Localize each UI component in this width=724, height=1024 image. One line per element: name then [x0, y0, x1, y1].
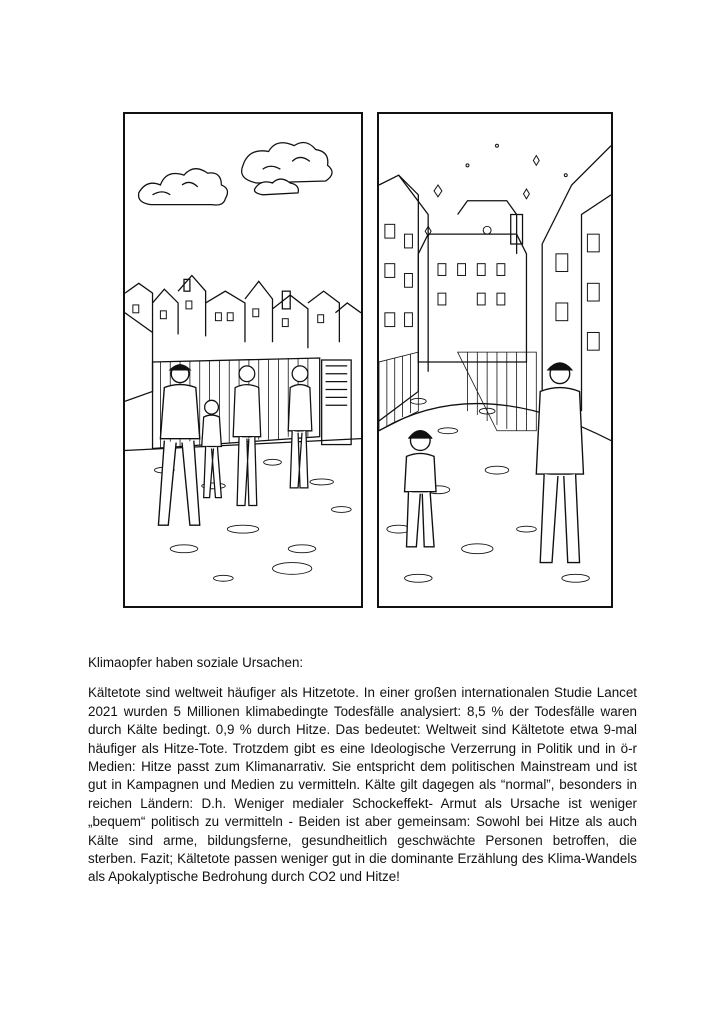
article-body: Kältetote sind weltweit häufiger als Hitzetote. In einer großen internationalen Studie Lancet 2021 wurden 5 Millionen klimabedingte Todesfälle analysiert: 8,5 % der Todesfälle waren durch Kälte bedingt. 0,9 % durch Hitze. Das bedeutet: Weltweit sind Kältetote etwa 9-mal häufiger als Hitze-Tote. Trotzdem gibt es eine Ideologische Verzerrung in Politik und in ö-r Medien: Hitze passt zum Klimanarrativ. Sie entspricht dem politischen Mainstream und ist gut in Kampagnen und Medien zu vermitteln. Kälte gilt dagegen als “normal”, besonders in reichen Ländern: D.h. Weniger medialer Schockeffekt- Armut als Ursache ist weniger „bequem“ politisch zu vermitteln - Beiden ist aber gemeinsam: Sowohl bei Hitze als auch Kälte sind arme, bildungsferne, gesundheitlich geschwächte Personen betroffen, die sterben. Fazit; Kältetote passen weniger gut in die dominante Erzählung des Klima-Wandels als Apokalyptische Bedrohung durch CO2 und Hitze! — [88, 685, 637, 885]
panel-left-daytime — [123, 112, 363, 608]
panel-right-night — [377, 112, 613, 608]
article-heading: Klimaopfer haben soziale Ursachen: — [88, 655, 304, 670]
night-scene-drawing — [379, 114, 611, 606]
article-text — [88, 654, 637, 887]
daytime-scene-drawing — [125, 114, 361, 606]
comic-illustration — [123, 112, 613, 608]
